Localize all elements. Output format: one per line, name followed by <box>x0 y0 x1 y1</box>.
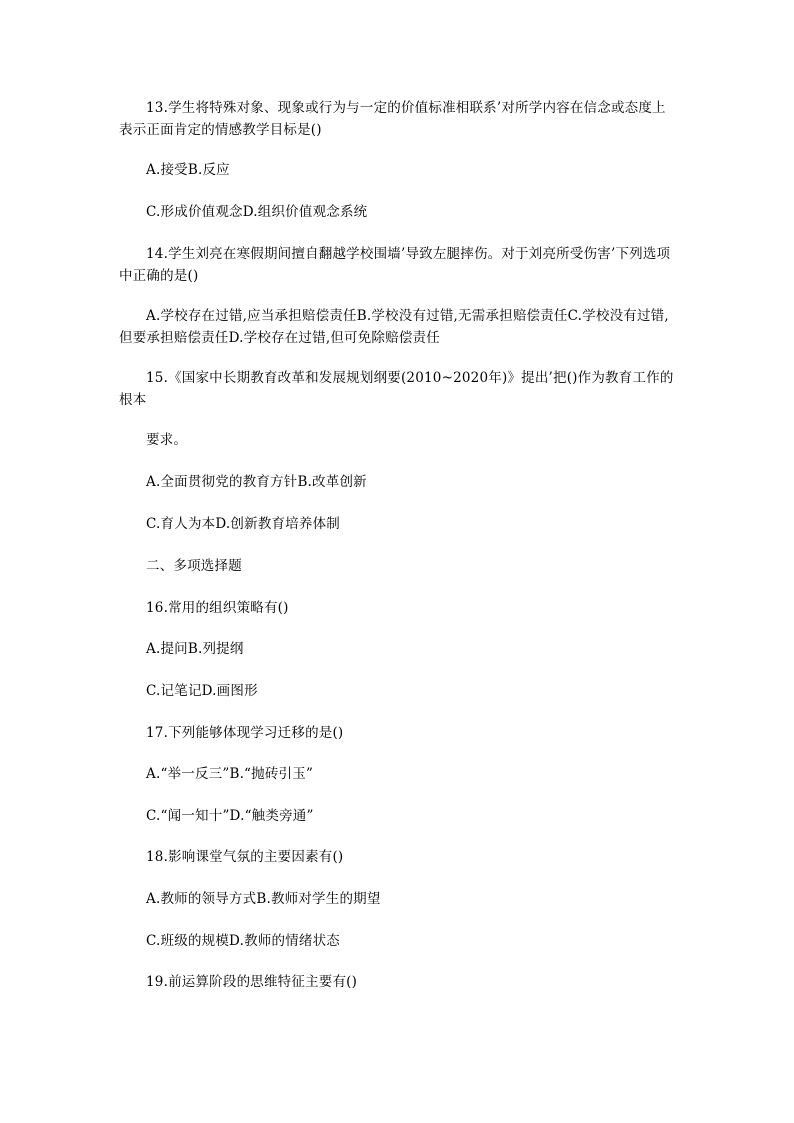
question-17-options-cd: C.“闻一知十”D.“触类旁通” <box>146 808 314 824</box>
question-14-stem: 14.学生刘亮在寒假期间擅自翻越学校围墙’导致左腿摔伤。对于刘亮所受伤害’下列选项中正确的是() <box>119 246 671 284</box>
question-17-options-ab: A.“举一反三”B.“抛砖引玉” <box>146 766 314 782</box>
question-16-options-cd: C.记笔记D.画图形 <box>146 683 258 699</box>
question-13-options-ab: A.接受B.反应 <box>146 162 230 178</box>
question-15-stem: 15.《国家中长期教育改革和发展规划纲要(2010~2020年)》提出’把()作为教育工作的根本 <box>119 370 674 408</box>
question-18-stem: 18.影响课堂气氛的主要因素有() <box>146 849 344 865</box>
question-18-options-cd: C.班级的规模D.教师的情绪状态 <box>146 933 340 949</box>
question-18-options-ab: A.教师的领导方式B.教师对学生的期望 <box>146 891 381 907</box>
question-13-stem: 13.学生将特殊对象、现象或行为与一定的价值标准相联系’对所学内容在信念或态度上表示正面肯定的情感教学目标是() <box>119 100 666 138</box>
question-15-options-cd: C.育人为本D.创新教育培养体制 <box>146 516 340 532</box>
question-15-options-ab: A.全面贯彻党的教育方针B.改革创新 <box>146 474 367 490</box>
section-2-title: 二、多项选择题 <box>146 558 242 574</box>
question-14-options: A.学校存在过错,应当承担赔偿责任B.学校没有过错,无需承担赔偿责任C.学校没有过错,但要承担赔偿责任D.学校存在过错,但可免除赔偿责任 <box>119 308 669 346</box>
question-17-stem: 17.下列能够体现学习迁移的是() <box>146 725 344 741</box>
question-19-stem: 19.前运算阶段的思维特征主要有() <box>146 974 358 990</box>
question-16-options-ab: A.提问B.列提纲 <box>146 641 244 657</box>
question-16-stem: 16.常用的组织策略有() <box>146 600 289 616</box>
question-15-continuation: 要求。 <box>146 432 188 448</box>
question-13-options-cd: C.形成价值观念D.组织价值观念系统 <box>146 204 368 220</box>
